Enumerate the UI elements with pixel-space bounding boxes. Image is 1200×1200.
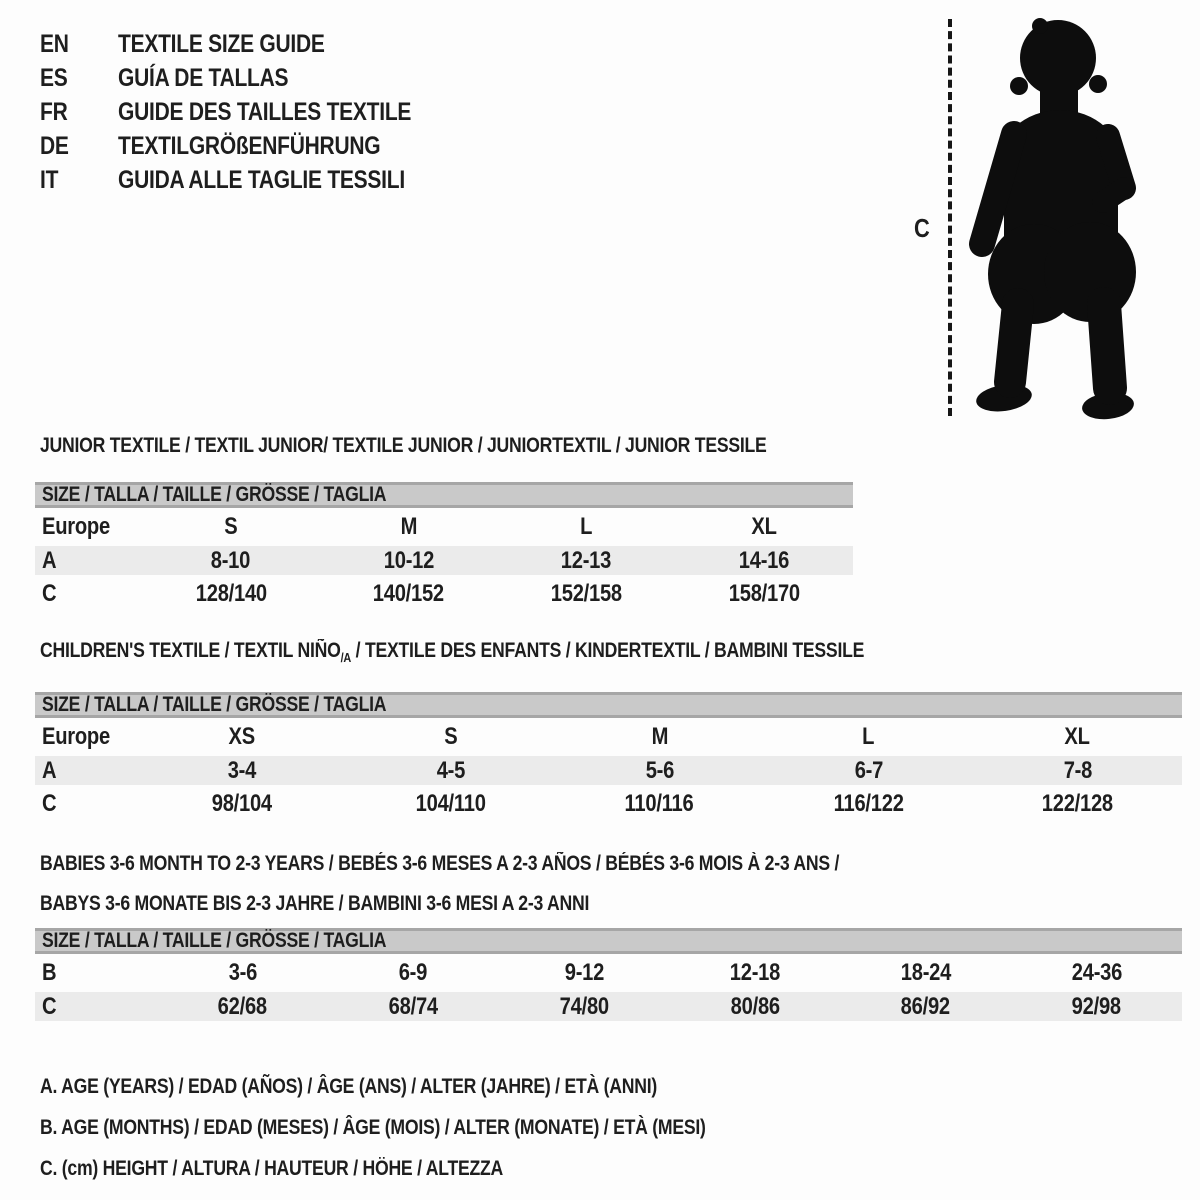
guide-title: GUIDE DES TAILLES TEXTILE: [118, 98, 412, 126]
table-row: [35, 546, 853, 575]
language-code: IT: [40, 166, 59, 194]
language-row: [40, 61, 467, 95]
height-measure-dashed-line: [948, 19, 952, 416]
height-cell: 116/122: [833, 790, 904, 817]
children-section-title: [40, 638, 1021, 671]
language-code: FR: [40, 98, 68, 126]
language-code: DE: [40, 132, 69, 160]
children-size-table: [35, 692, 1182, 823]
row-label: A: [42, 756, 57, 784]
babies-section-title: [40, 844, 991, 924]
legend-line-c: C. (cm) HEIGHT / ALTURA / HAUTEUR / HÖHE / ALTEZZA: [40, 1157, 504, 1180]
height-cell: 80/86: [730, 992, 780, 1020]
age-cell: 6-7: [854, 756, 883, 784]
language-row: [40, 163, 467, 197]
row-label: A: [42, 546, 57, 574]
size-table-header: SIZE / TALLA / TAILLE / GRÖSSE / TAGLIA: [35, 928, 1182, 954]
table-row: [35, 508, 853, 546]
table-row: [35, 756, 1182, 785]
junior-size-table: [35, 482, 853, 613]
guide-title: TEXTILE SIZE GUIDE: [118, 30, 325, 58]
table-row: [35, 785, 1182, 823]
size-cell: XL: [751, 513, 777, 540]
row-label: C: [42, 790, 57, 817]
age-cell: 5-6: [645, 756, 674, 784]
height-cell: 104/110: [415, 790, 486, 817]
height-cell: 140/152: [373, 580, 445, 607]
height-cell: 86/92: [901, 992, 951, 1020]
size-cell: XS: [228, 723, 255, 750]
age-cell: 9-12: [564, 959, 604, 986]
height-cell: 62/68: [217, 992, 268, 1020]
junior-section-title: JUNIOR TEXTILE / TEXTIL JUNIOR/ TEXTILE JUNIOR / JUNIORTEXTIL / JUNIOR TESSILE: [40, 434, 767, 457]
table-row: [35, 575, 853, 613]
height-cell: 122/128: [1041, 790, 1114, 817]
height-cell: 158/170: [728, 580, 800, 607]
legend-line-a: A. AGE (YEARS) / EDAD (AÑOS) / ÂGE (ANS) / ALTER (JAHRE) / ETÀ (ANNI): [40, 1075, 658, 1098]
age-cell: 24-36: [1071, 959, 1122, 986]
language-code: ES: [40, 64, 68, 92]
babies-title-line2: BABYS 3-6 MONATE BIS 2-3 JAHRE / BAMBINI 3-6 MESI A 2-3 ANNI: [40, 892, 590, 915]
measurement-legend: [40, 1066, 832, 1189]
age-cell: 7-8: [1063, 756, 1092, 784]
height-cell: 128/140: [195, 580, 267, 607]
language-code: EN: [40, 30, 69, 58]
guide-title: TEXTILGRÖßENFÜHRUNG: [118, 132, 381, 160]
height-measure-label: C: [914, 213, 930, 243]
table-row: [35, 718, 1182, 756]
toddler-silhouette-icon: [962, 16, 1142, 420]
language-row: [40, 95, 467, 129]
row-label: B: [42, 959, 57, 986]
babies-size-table: [35, 928, 1182, 1021]
language-row: [40, 129, 467, 163]
size-cell: M: [651, 723, 668, 750]
language-title-block: [40, 27, 467, 197]
size-cell: XL: [1064, 723, 1091, 750]
height-cell: 92/98: [1071, 992, 1122, 1020]
age-cell: 8-10: [211, 546, 251, 574]
size-table-header: SIZE / TALLA / TAILLE / GRÖSSE / TAGLIA: [35, 692, 1182, 718]
row-label: Europe: [42, 513, 110, 540]
size-cell: L: [580, 513, 593, 540]
size-cell: S: [443, 723, 458, 750]
size-cell: S: [224, 513, 238, 540]
height-cell: 74/80: [559, 992, 609, 1020]
age-cell: 18-24: [900, 959, 951, 986]
guide-title: GUIDA ALLE TAGLIE TESSILI: [118, 166, 405, 194]
row-label: C: [42, 580, 57, 607]
children-title-text: / TEXTILE DES ENFANTS / KINDERTEXTIL / BAMBINI TESSILE: [351, 639, 865, 662]
age-cell: 3-4: [227, 756, 256, 784]
height-cell: 98/104: [211, 790, 272, 817]
babies-title-line1: BABIES 3-6 MONTH TO 2-3 YEARS / BEBÉS 3-6 MESES A 2-3 AÑOS / BÉBÉS 3-6 MOIS À 2-3 ANS /: [40, 852, 840, 875]
age-cell: 4-5: [436, 756, 465, 784]
children-title-subscript: /A: [340, 650, 352, 665]
size-cell: L: [862, 723, 875, 750]
age-cell: 14-16: [738, 546, 790, 574]
guide-title: GUÍA DE TALLAS: [118, 64, 289, 92]
height-cell: 152/158: [550, 580, 622, 607]
children-title-text: CHILDREN'S TEXTILE / TEXTIL NIÑO: [40, 639, 341, 662]
age-cell: 3-6: [228, 959, 257, 986]
height-cell: 68/74: [388, 992, 438, 1020]
table-row: [35, 954, 1182, 992]
row-label: C: [42, 992, 57, 1020]
language-row: [40, 27, 467, 61]
age-cell: 12-13: [561, 546, 612, 574]
size-cell: M: [400, 513, 417, 540]
age-cell: 12-18: [729, 959, 781, 986]
table-row: [35, 992, 1182, 1021]
legend-line-b: B. AGE (MONTHS) / EDAD (MESES) / ÂGE (MOIS) / ALTER (MONATE) / ETÀ (MESI): [40, 1116, 706, 1139]
row-label: Europe: [42, 723, 110, 750]
height-cell: 110/116: [625, 790, 694, 817]
age-cell: 6-9: [399, 959, 428, 986]
age-cell: 10-12: [383, 546, 434, 574]
size-table-header: SIZE / TALLA / TAILLE / GRÖSSE / TAGLIA: [35, 482, 853, 508]
